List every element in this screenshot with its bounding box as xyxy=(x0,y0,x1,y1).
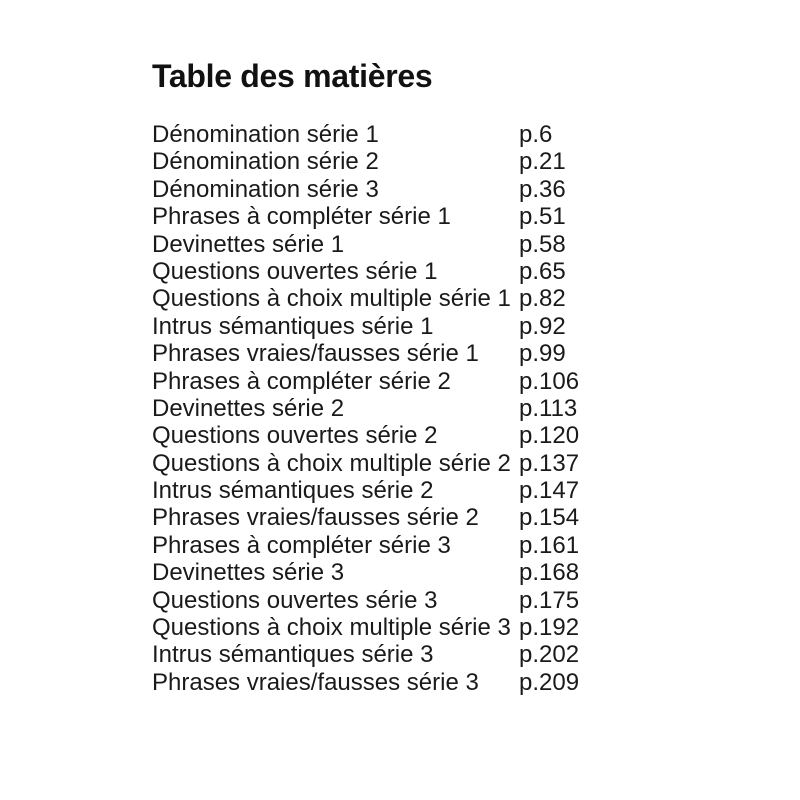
toc-entry-label: Phrases à compléter série 2 xyxy=(152,367,451,395)
page-title: Table des matières xyxy=(152,58,433,94)
toc-entry-label: Devinettes série 3 xyxy=(152,559,345,587)
toc-entry xyxy=(152,587,632,614)
toc-entry-page: p.65 xyxy=(519,257,566,285)
toc-entry xyxy=(152,203,632,230)
toc-entry-label: Phrases à compléter série 1 xyxy=(152,203,451,231)
toc-entry xyxy=(152,285,632,312)
toc-entry-page: p.6 xyxy=(519,121,553,148)
toc-entry-label: Questions ouvertes série 2 xyxy=(152,422,438,450)
toc-entry-label: Questions ouvertes série 3 xyxy=(152,586,438,614)
toc-entry xyxy=(152,148,632,175)
toc-entry-page: p.209 xyxy=(519,668,580,696)
toc-entry-label: Dénomination série 3 xyxy=(152,175,379,203)
toc-entry-label: Phrases vraies/fausses série 2 xyxy=(152,504,479,532)
toc-entry-page: p.168 xyxy=(519,559,580,587)
toc-entry-label: Phrases vraies/fausses série 1 xyxy=(152,340,479,368)
toc-entry-page: p.137 xyxy=(519,449,580,477)
toc-entry-page: p.161 xyxy=(519,531,580,559)
toc-entry-label: Intrus sémantiques série 1 xyxy=(152,312,434,340)
toc-entry xyxy=(152,340,632,367)
toc-entry-page: p.120 xyxy=(519,422,580,450)
toc-entry xyxy=(152,504,632,531)
toc-entry-label: Phrases à compléter série 3 xyxy=(152,531,451,559)
toc-entry xyxy=(152,559,632,586)
toc-entry-page: p.82 xyxy=(519,285,566,313)
toc-entry-label: Intrus sémantiques série 2 xyxy=(152,477,434,505)
toc-entry-page: p.106 xyxy=(519,367,580,395)
toc-entry xyxy=(152,450,632,477)
toc-entry-page: p.202 xyxy=(519,641,580,669)
toc-entry-page: p.36 xyxy=(519,175,566,203)
toc-entry-page: p.192 xyxy=(519,614,580,642)
toc-list xyxy=(152,121,632,696)
toc-entry xyxy=(152,641,632,668)
toc-entry xyxy=(152,614,632,641)
toc-entry-label: Questions à choix multiple série 1 xyxy=(152,285,511,313)
toc-entry-label: Devinettes série 2 xyxy=(152,394,345,422)
toc-entry xyxy=(152,368,632,395)
toc-entry-label: Devinettes série 1 xyxy=(152,230,345,258)
toc-entry xyxy=(152,477,632,504)
toc-entry-page: p.58 xyxy=(519,230,566,258)
toc-entry-label: Questions à choix multiple série 2 xyxy=(152,449,511,477)
toc-entry xyxy=(152,422,632,449)
toc-entry xyxy=(152,121,632,148)
toc-entry-label: Dénomination série 2 xyxy=(152,148,379,176)
toc-entry-label: Questions à choix multiple série 3 xyxy=(152,614,511,642)
toc-entry xyxy=(152,669,632,696)
toc-entry-label: Phrases vraies/fausses série 3 xyxy=(152,668,479,696)
toc-entry-page: p.113 xyxy=(519,394,578,422)
toc-entry-page: p.51 xyxy=(519,203,566,231)
toc-entry xyxy=(152,176,632,203)
toc-entry xyxy=(152,313,632,340)
toc-entry-label: Questions ouvertes série 1 xyxy=(152,257,438,285)
toc-entry-page: p.99 xyxy=(519,340,566,368)
toc-entry-page: p.92 xyxy=(519,312,566,340)
toc-entry xyxy=(152,532,632,559)
toc-entry xyxy=(152,395,632,422)
toc-entry-page: p.21 xyxy=(519,148,566,176)
toc-entry-label: Intrus sémantiques série 3 xyxy=(152,641,434,669)
toc-entry-page: p.147 xyxy=(519,477,580,505)
toc-entry-label: Dénomination série 1 xyxy=(152,121,379,148)
toc-entry-page: p.175 xyxy=(519,586,580,614)
toc-entry xyxy=(152,231,632,258)
toc-entry-page: p.154 xyxy=(519,504,580,532)
toc-entry xyxy=(152,258,632,285)
